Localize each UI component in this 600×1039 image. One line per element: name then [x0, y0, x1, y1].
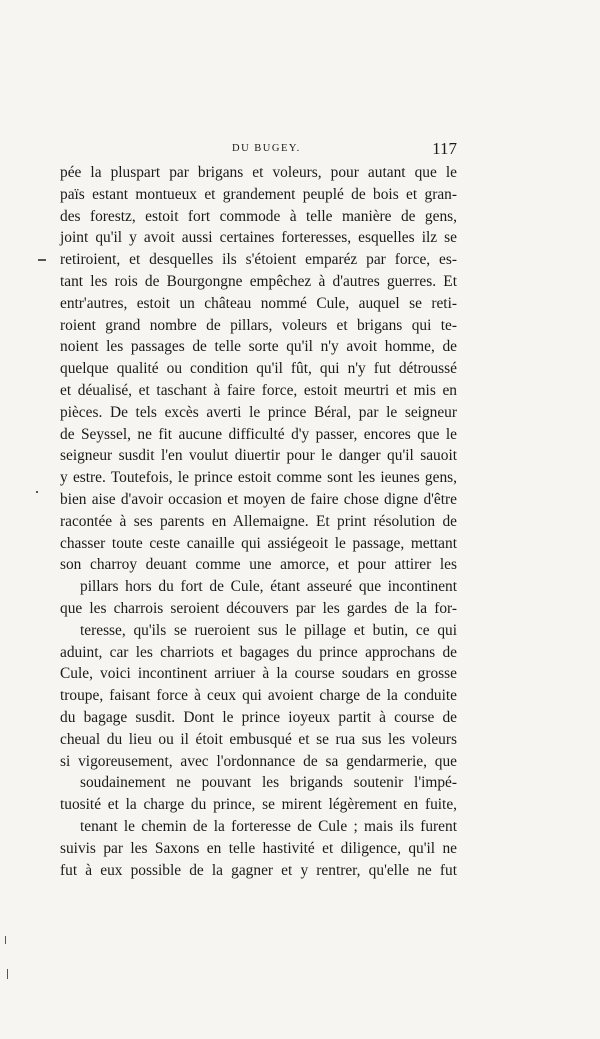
body-text [60, 162, 457, 881]
text-line: pièces. De tels excès averti le prince Béral, par le seigneur [60, 403, 457, 421]
margin-mark [5, 936, 6, 944]
text-line: teresse, qu'ils se rueroient sus le pillage et butin, ce qui [80, 621, 457, 639]
text-line: suivis par les Saxons en telle hastivité et diligence, qu'il ne [60, 839, 457, 857]
text-line: retiroient, et desquelles ils s'étoient emparéz par force, es- [60, 251, 457, 269]
text-line: de Seyssel, ne fit aucune difficulté d'y passer, encores que le [60, 425, 457, 443]
text-line: son charroy deuant comme une amorce, et pour attirer les [60, 556, 457, 574]
text-line: y estre. Toutefois, le prince estoit comme sont les ieunes gens, [60, 469, 457, 487]
text-line: que les charrois seroient découvers par les gardes de la for- [60, 599, 457, 617]
text-line: Cule, voici incontinent arriuer à la course soudars en grosse [60, 665, 457, 683]
page-number: 117 [432, 139, 457, 158]
text-line: quelque qualité ou condition qu'il fût, qui n'y fut détroussé [60, 360, 457, 378]
margin-mark [38, 259, 46, 261]
text-line: païs estant montueux et grandement peuplé de bois et gran- [60, 185, 457, 203]
text-line: cheual du lieu ou il étoit embusqué et se rua sus les voleurs [60, 730, 457, 748]
text-line: tuosité et la charge du prince, se mirent légèrement en fuite, [60, 796, 457, 814]
text-line: racontée à ses parents en Allemaigne. Et print résolution de [60, 512, 457, 530]
text-line: roient grand nombre de pillars, voleurs et brigans qui te- [60, 316, 457, 334]
text-line: pillars hors du fort de Cule, étant asseuré que incontinent [80, 578, 457, 596]
text-line: noient les passages de telle sorte qu'il n'y avoit homme, de [60, 338, 457, 356]
text-line: bien aise d'avoir occasion et moyen de faire chose digne d'être [60, 490, 457, 508]
running-head: DU BUGEY. [232, 143, 301, 154]
margin-mark [36, 491, 38, 493]
text-line: joint qu'il y avoit aussi certaines forteresses, esquelles ilz se [60, 229, 457, 247]
text-line: tant les rois de Bourgongne empêchez à d'autres guerres. Et [60, 272, 457, 290]
text-line: si vigoreusement, avec l'ordonnance de sa gendarmerie, que [60, 752, 457, 770]
text-line: troupe, faisant force à ceux qui avoient charge de la conduite [60, 687, 457, 705]
text-line: soudainement ne pouvant les brigands soutenir l'impé- [80, 774, 457, 792]
text-line: fut à eux possible de la gagner et y rentrer, qu'elle ne fut [60, 861, 457, 879]
text-line: tenant le chemin de la forteresse de Cule ; mais ils furent [80, 817, 457, 835]
text-line: et déualisé, et taschant à faire force, estoit meurtri et mis en [60, 381, 457, 399]
text-line: pée la pluspart par brigans et voleurs, pour autant que le [60, 164, 457, 181]
margin-mark [7, 969, 8, 979]
text-line: aduint, car les charriots et bagages du prince approchans de [60, 643, 457, 661]
text-line: du bagage susdit. Dont le prince ioyeux partit à course de [60, 708, 457, 726]
text-line: entr'autres, estoit un château nommé Cule, auquel se reti- [60, 294, 457, 312]
text-line: seigneur susdit l'en voulut diuertir pour le danger qu'il sauoit [60, 447, 457, 465]
text-line: chasser toute ceste canaille qui assiégeoit le passage, mettant [60, 534, 457, 552]
text-line: des forestz, estoit fort commode à telle manière de gens, [60, 207, 457, 225]
page-header [60, 139, 457, 161]
